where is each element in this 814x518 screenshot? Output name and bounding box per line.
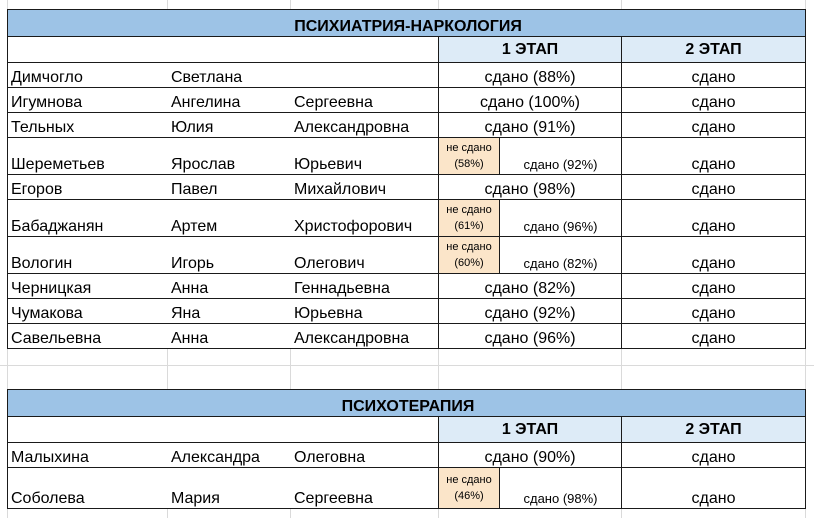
section-title: ПСИХИАТРИЯ-НАРКОЛОГИЯ [8, 10, 806, 37]
stage1-result-cell[interactable]: сдано (88%) [439, 63, 622, 88]
last-name-cell[interactable]: Вологин [8, 237, 168, 274]
stage2-result-cell[interactable]: сдано [622, 63, 806, 88]
stage2-result-cell[interactable]: сдано [622, 324, 806, 349]
stage1-fail-cell[interactable] [439, 138, 500, 174]
stage1-result-cell[interactable]: сдано (100%) [439, 88, 622, 113]
first-name-cell[interactable]: Анна [168, 324, 291, 349]
fail-percent: (61%) [454, 220, 484, 232]
last-name-cell[interactable]: Шереметьев [8, 138, 168, 175]
middle-name-cell[interactable]: Сергеевна [291, 468, 439, 509]
table-row [8, 443, 806, 468]
header-blank [291, 37, 439, 63]
middle-name-cell[interactable]: Александровна [291, 324, 439, 349]
stage1-retake-cell[interactable]: сдано (82%) [523, 256, 598, 271]
middle-name-cell[interactable]: Юрьевич [291, 138, 439, 175]
last-name-cell[interactable]: Димчогло [8, 63, 168, 88]
first-name-cell[interactable]: Игорь [168, 237, 291, 274]
middle-name-cell[interactable]: Олеговна [291, 443, 439, 468]
stage1-split-cell [439, 200, 622, 237]
stage1-retake-cell[interactable]: сдано (92%) [523, 157, 598, 172]
stage2-result-cell[interactable]: сдано [622, 274, 806, 299]
first-name-cell[interactable]: Юлия [168, 113, 291, 138]
table-row [8, 324, 806, 349]
stage1-result-cell[interactable]: сдано (98%) [439, 175, 622, 200]
stage1-result-cell[interactable]: сдано (96%) [439, 324, 622, 349]
stage1-retake-cell[interactable]: сдано (98%) [523, 491, 598, 506]
stage1-header: 1 ЭТАП [439, 417, 622, 443]
header-blank [168, 37, 291, 63]
table-row [8, 63, 806, 88]
table-row [8, 138, 806, 175]
first-name-cell[interactable]: Александра [168, 443, 291, 468]
stage1-result-cell[interactable]: сдано (92%) [439, 299, 622, 324]
stage1-fail-cell[interactable] [439, 200, 500, 236]
last-name-cell[interactable]: Игумнова [8, 88, 168, 113]
last-name-cell[interactable]: Тельных [8, 113, 168, 138]
first-name-cell[interactable]: Светлана [168, 63, 291, 88]
middle-name-cell[interactable]: Олегович [291, 237, 439, 274]
middle-name-cell[interactable] [291, 63, 439, 88]
stage2-result-cell[interactable]: сдано [622, 468, 806, 509]
stage1-split-cell [439, 237, 622, 274]
table-row [8, 200, 806, 237]
table-psychotherapy [7, 389, 806, 509]
last-name-cell[interactable]: Чумакова [8, 299, 168, 324]
first-name-cell[interactable]: Артем [168, 200, 291, 237]
header-blank [168, 417, 291, 443]
section-title: ПСИХОТЕРАПИЯ [8, 390, 806, 417]
stage1-result-cell[interactable]: сдано (91%) [439, 113, 622, 138]
stage2-result-cell[interactable]: сдано [622, 175, 806, 200]
table-row [8, 175, 806, 200]
table-row [8, 113, 806, 138]
last-name-cell[interactable]: Егоров [8, 175, 168, 200]
stage1-result-cell[interactable]: сдано (82%) [439, 274, 622, 299]
middle-name-cell[interactable]: Александровна [291, 113, 439, 138]
first-name-cell[interactable]: Павел [168, 175, 291, 200]
fail-label: не сдано [446, 474, 492, 486]
table-row [8, 88, 806, 113]
stage2-result-cell[interactable]: сдано [622, 237, 806, 274]
stage1-fail-cell[interactable] [439, 468, 500, 508]
first-name-cell[interactable]: Яна [168, 299, 291, 324]
table-row [8, 299, 806, 324]
stage2-result-cell[interactable]: сдано [622, 138, 806, 175]
fail-label: не сдано [446, 142, 492, 154]
stage2-result-cell[interactable]: сдано [622, 88, 806, 113]
stage2-header: 2 ЭТАП [622, 37, 806, 63]
middle-name-cell[interactable]: Юрьевна [291, 299, 439, 324]
last-name-cell[interactable]: Бабаджанян [8, 200, 168, 237]
last-name-cell[interactable]: Савельевна [8, 324, 168, 349]
last-name-cell[interactable]: Соболева [8, 468, 168, 509]
middle-name-cell[interactable]: Христофорович [291, 200, 439, 237]
table-row [8, 274, 806, 299]
stage1-result-cell[interactable]: сдано (90%) [439, 443, 622, 468]
stage1-fail-cell[interactable] [439, 237, 500, 273]
stage2-header: 2 ЭТАП [622, 417, 806, 443]
table-psychiatry-narcology [7, 9, 806, 349]
header-blank [8, 37, 168, 63]
last-name-cell[interactable]: Малыхина [8, 443, 168, 468]
middle-name-cell[interactable]: Сергеевна [291, 88, 439, 113]
stage2-result-cell[interactable]: сдано [622, 113, 806, 138]
stage2-result-cell[interactable]: сдано [622, 200, 806, 237]
fail-percent: (60%) [454, 257, 484, 269]
table-row [8, 468, 806, 509]
stage1-split-cell [439, 468, 622, 509]
fail-label: не сдано [446, 204, 492, 216]
first-name-cell[interactable]: Мария [168, 468, 291, 509]
last-name-cell[interactable]: Черницкая [8, 274, 168, 299]
stage1-retake-cell[interactable]: сдано (96%) [523, 219, 598, 234]
stage2-result-cell[interactable]: сдано [622, 443, 806, 468]
stage2-result-cell[interactable]: сдано [622, 299, 806, 324]
middle-name-cell[interactable]: Геннадьевна [291, 274, 439, 299]
first-name-cell[interactable]: Ангелина [168, 88, 291, 113]
header-blank [291, 417, 439, 443]
table-row [8, 237, 806, 274]
stage1-split-cell [439, 138, 622, 175]
middle-name-cell[interactable]: Михайлович [291, 175, 439, 200]
fail-label: не сдано [446, 241, 492, 253]
header-blank [8, 417, 168, 443]
fail-percent: (46%) [454, 490, 484, 502]
stage1-header: 1 ЭТАП [439, 37, 622, 63]
fail-percent: (58%) [454, 158, 484, 170]
first-name-cell[interactable]: Анна [168, 274, 291, 299]
first-name-cell[interactable]: Ярослав [168, 138, 291, 175]
